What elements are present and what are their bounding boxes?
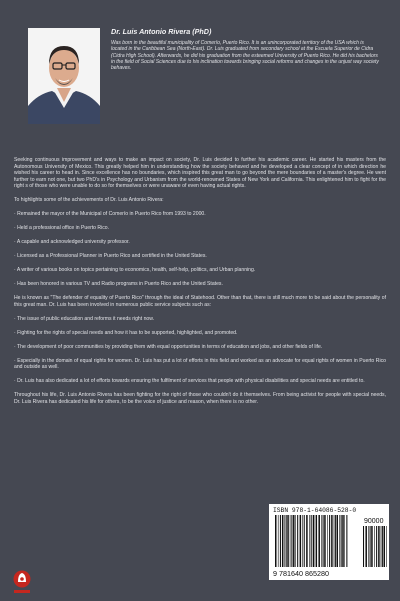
barcode-bar [304, 515, 305, 567]
barcode-bar [295, 515, 296, 567]
barcode-bar [323, 515, 324, 567]
author-bio: Was born in the beautiful municipality of Comerío, Puerto Rico. It is an unincorporated territory of the USA which is located in the Caribbean Sea (North-East). Dr. Luis graduated from secondary school at the Escuela Superior de Cidra (Cidra High School). Afterwards, he did his graduation from the esteemed University of Puerto Rico. He did his bachelors in the field of Social Sciences due to his inclination towards bringing social reforms and changes in the unjust way society behaves. [111, 40, 379, 71]
list-item: · Especially in the domain of equal rights for women. Dr. Luis has put a lot of efforts in this field and worked as an advocate for equal rights of women in Puerto Rico and outside as well. [14, 357, 386, 371]
barcode-bar [365, 526, 367, 567]
barcode-bar [309, 515, 310, 567]
barcode-bar [278, 515, 279, 567]
list-item: · A capable and acknowledged university professor. [14, 239, 130, 246]
list-item: · Remained the mayor of the Municipal of Comerío in Puerto Rico from 1993 to 2000. [14, 211, 206, 218]
barcode-bar [315, 515, 316, 567]
list-item: · The development of poor communities by providing them with equal opportunities in terms of education and jobs, and other fields of life. [14, 343, 323, 350]
barcode-bar [335, 515, 336, 567]
barcode-bar [374, 526, 375, 567]
barcode-bar [302, 515, 303, 567]
barcode-bar [287, 515, 289, 567]
barcode-bar [293, 515, 295, 567]
barcode-bar [371, 526, 373, 567]
barcode-bar [346, 515, 347, 567]
price-code: 90000 [364, 518, 384, 525]
list-item: · Fighting for the rights of special needs and how it has to be supported, highlighted, and promoted. [14, 329, 238, 336]
barcode-bar [344, 515, 345, 567]
barcode-bar [337, 515, 339, 567]
barcode-bar [341, 515, 342, 567]
barcode-bar [381, 526, 382, 567]
barcode-digits: 9 781640 865280 [273, 569, 329, 578]
list-item: · Has been honored in various TV and Radio programs in Puerto Rico and the United States. [14, 281, 223, 288]
price-barcode-bars [363, 526, 387, 567]
barcode-bar [321, 515, 322, 567]
main-text [14, 157, 386, 413]
barcode-bar [286, 515, 287, 567]
paragraph: To highlights some of the achievements of Dr. Luis Antonio Rivera: [14, 197, 164, 204]
barcode-bar [280, 515, 281, 567]
author-name: Dr. Luis Antonio Rivera (PhD) [111, 27, 212, 36]
publisher-logo [11, 569, 33, 596]
barcode-bar [313, 515, 315, 567]
barcode-bar [324, 515, 326, 567]
list-item: · The issue of public education and reforms it needs right now. [14, 315, 155, 322]
barcode-bar [378, 526, 380, 567]
barcode-bar [331, 515, 333, 567]
paragraph: Seeking continuous improvement and ways to make an impact on society, Dr. Luis decided to further his academic career. He started his masters from the Autonomous University of Mexico. This greatly helped him in understanding how the society behaved and he developed a clear concept of in which direction he wished his career to head in. Since excellence has no boundaries, which inspired this great man to go beyond the mere boundaries of a master's degree. He went further to earn not one, but two PhD's in Psychology and Urbanism from the world-renowned States of New York and California. This enlightened him to fight for the right s of those who were unable to do so for themselves or were unaware of even having actual rights. [14, 157, 386, 190]
barcode-bar [382, 526, 383, 567]
barcode-bar [300, 515, 302, 567]
list-item: · Held a professional office in Puerto Rico. [14, 225, 110, 232]
list-item: · A writer of various books on topics pertaining to economics, health, self-help, politics, and Urban planning. [14, 267, 256, 274]
barcode-bar [318, 515, 320, 567]
list-item: · Licensed as a Professional Planner in Puerto Rico and certified in the United States. [14, 253, 207, 260]
barcode-bar [311, 515, 312, 567]
barcode-bar [316, 515, 317, 567]
barcode-bar [370, 526, 371, 567]
barcode-bar [363, 526, 364, 567]
barcode-bar [368, 526, 369, 567]
barcode-bar [290, 515, 291, 567]
paragraph: Throughout his life, Dr. Luis Antonio Rivera has been fighting for the right of those who couldn't do it themselves. From being activist for people with special needs, Dr. Luis Rivera has dedicated his life for others, to be the voice of justice and reason, when there is no other. [14, 392, 386, 405]
barcode-bar [342, 515, 344, 567]
paragraph: He is known as "The defender of equality of Puerto Rico" through the ideal of Statehood. Other than that, there is still much more to be said about the personality of this great man. Dr. Luis has been involved in numerous public service subjects such as: [14, 295, 386, 308]
barcode-bar [284, 515, 285, 567]
barcode-bars [275, 515, 347, 567]
isbn-barcode [269, 504, 389, 580]
barcode-bar [291, 515, 292, 567]
author-photo [28, 28, 100, 124]
barcode-bar [339, 515, 340, 567]
barcode-bar [297, 515, 298, 567]
isbn-text: ISBN 978-1-64086-528-0 [273, 507, 357, 514]
barcode-bar [384, 526, 386, 567]
barcode-bar [334, 515, 335, 567]
barcode-bar [275, 515, 277, 567]
list-item: · Dr. Luis has also dedicated a lot of efforts towards ensuring the fulfilment of services that people with physical disabilities and special needs are entitled to. [14, 378, 365, 385]
barcode-bar [282, 515, 284, 567]
barcode-bar [329, 515, 330, 567]
barcode-bar [306, 515, 308, 567]
barcode-bar [376, 526, 377, 567]
barcode-bar [327, 515, 328, 567]
barcode-bar [386, 526, 387, 567]
